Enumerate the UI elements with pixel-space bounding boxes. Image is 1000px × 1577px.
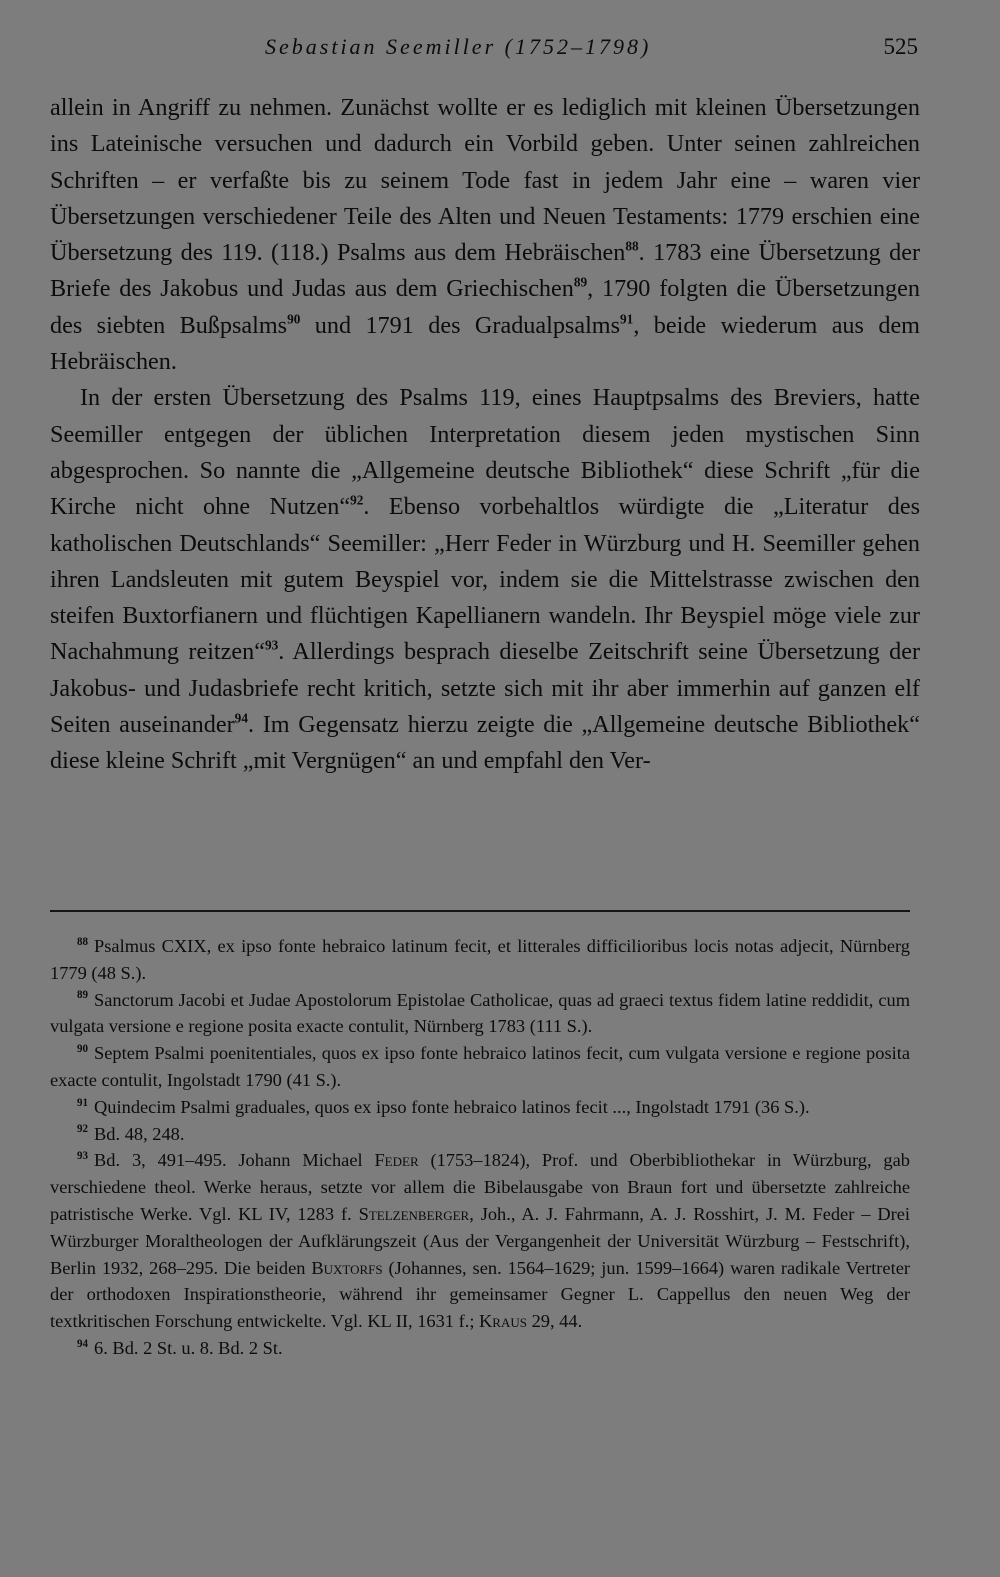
footnote-text: Bd. 48, 248. (94, 1123, 185, 1144)
footnote-92 (50, 1121, 910, 1148)
footnote-ref-89: 89 (573, 275, 588, 291)
paragraph-1-text-e: , beide wiederum aus dem Hebräischen. (50, 311, 920, 376)
footnote-text: Psalmus CXIX, ex ipso fonte hebraico latinum fecit, et litterales difficilioribus locis notas adjecit, Nürnberg 1779 (48 S.). (50, 936, 910, 983)
paragraph-2-text-b: . Ebenso vorbehaltlos würdigte die „Literatur des katholischen Deutschlands“ Seemiller: „Herr Feder in Würzburg und H. Seemiller gehen ihren Landsleuten mit gutem Beyspiel vor, indem sie die Mittelstrasse zwischen den steifen Buxtorfianern und flüchtigen Kapellianern wandeln. Ihr Beyspiel möge viele zur Nachahmung reitzen“ (50, 493, 920, 666)
author-name-buxtorfs: Buxtorfs (311, 1257, 383, 1278)
footnote-ref-91: 91 (620, 311, 634, 327)
footnote-ref-94: 94 (234, 710, 248, 726)
paragraph-1-text-c: , 1790 folgten die Übersetzungen des siebten Bußpsalms (50, 275, 920, 339)
footnote-text-e: 29, 44. (527, 1311, 583, 1332)
footnote-ref-88: 88 (625, 238, 639, 254)
footnote-separator (50, 910, 910, 912)
footnote-text: 6. Bd. 2 St. u. 8. Bd. 2 St. (94, 1337, 283, 1358)
footnote-ref-93: 93 (264, 638, 279, 654)
footnote-ref-92: 92 (350, 492, 364, 508)
footnote-90 (50, 1040, 910, 1094)
footnotes (50, 933, 910, 1362)
author-name-kraus: Kraus (479, 1311, 527, 1332)
paragraph-1-text-b: . 1783 eine Übersetzung der Briefe des Jakobus und Judas aus dem Griechischen (50, 239, 920, 303)
footnote-text-c: , Joh., A. J. Fahrmann, A. J. Rosshirt, J. M. Feder – Drei Würzburger Moraltheologen der Aufklärungszeit (Aus der Vergangenheit der Universität Würzburg – Festschrift), Berlin 1932, 268–295. Die beiden (50, 1203, 910, 1278)
footnote-text: Septem Psalmi poenitentiales, quos ex ipso fonte hebraico latinos fecit, cum vulgata versione e regione posita exacte contulit, Ingolstadt 1790 (41 S.). (50, 1043, 910, 1090)
footnote-text-b: (1753–1824), Prof. und Oberbibliothekar in Würzburg, gab verschiedene theol. Werke heraus, setzte vor allem die Bibelausgabe von Braun fort und übersetzte zahlreiche patristische Werke. Vgl. KL IV, 1283 f. (50, 1150, 910, 1224)
footnote-text-d: (Johannes, sen. 1564–1629; jun. 1599–1664) waren radikale Vertreter der orthodoxen Inspirationstheorie, während ihr gemeinsamer Gegner L. Cappellus den neuen Weg der textkritischen Forschung entwickelte. Vgl. KL II, 1631 f.; (50, 1257, 910, 1332)
footnote-94 (50, 1335, 910, 1362)
footnote-number: 93 (77, 1150, 89, 1163)
footnote-91 (50, 1094, 910, 1121)
running-head (50, 34, 920, 64)
footnote-number: 89 (77, 989, 89, 1002)
paragraph-2-text-a: In der ersten Übersetzung des Psalms 119, eines Hauptpsalms des Breviers, hatte Seemiller entgegen der üblichen Interpretation diesem jeden mystischen Sinn abgesprochen. So nannte die „Allgemeine deutsche Bibliothek“ diese Schrift „für die Kirche nicht ohne Nutzen“ (50, 384, 920, 521)
running-title: Sebastian Seemiller (1752–1798) (265, 34, 652, 59)
main-text (50, 90, 920, 780)
author-name-stelzenberger: Stelzenberger (358, 1203, 470, 1224)
paragraph-1 (50, 90, 920, 380)
footnote-text: Quindecim Psalmi graduales, quos ex ipso fonte hebraico latinos fecit ..., Ingolstadt 1791 (36 S.). (94, 1096, 810, 1117)
paragraph-2 (50, 380, 920, 779)
footnote-ref-90: 90 (287, 311, 301, 327)
footnote-number: 92 (77, 1123, 89, 1136)
paragraph-1-text-d: und 1791 des Gradualpsalms (300, 311, 621, 339)
footnote-number: 90 (77, 1043, 89, 1056)
paragraph-2-text-c: . Allerdings besprach dieselbe Zeitschrift seine Übersetzung der Jakobus- und Judasbriefe recht kritich, setzte sich mit ihr aber immerhin auf ganzen elf Seiten auseinander (50, 638, 920, 739)
paragraph-1-text-a: allein in Angriff zu nehmen. Zunächst wollte er es lediglich mit kleinen Übersetzungen ins Lateinische versuchen und dadurch ein Vorbild geben. Unter seinen zahlreichen Schriften – er verfaßte bis zu seinem Tode fast in jedem Jahr eine – waren vier Übersetzungen verschiedener Teile des Alten und Neuen Testaments: 1779 erschien eine Übersetzung des 119. (118.) Psalms aus dem Hebräischen (50, 94, 920, 267)
footnote-text-a: Bd. 3, 491–495. Johann Michael (94, 1150, 375, 1171)
footnote-number: 88 (77, 935, 89, 948)
footnote-number: 94 (77, 1337, 89, 1350)
footnote-89 (50, 987, 910, 1041)
footnote-93 (50, 1147, 910, 1335)
page-number: 525 (883, 34, 918, 59)
footnote-88 (50, 933, 910, 987)
footnote-number: 91 (77, 1096, 89, 1109)
footnote-text: Sanctorum Jacobi et Judae Apostolorum Epistolae Catholicae, quas ad graeci textus fidem latine reddidit, cum vulgata versione e regione posita exacte contulit, Nürnberg 1783 (111 S.). (50, 989, 910, 1037)
paragraph-2-text-d: . Im Gegensatz hierzu zeigte die „Allgemeine deutsche Bibliothek“ diese kleine Schrift „mit Vergnügen“ an und empfahl den Ver- (50, 711, 920, 775)
author-name-feder: Feder (374, 1150, 419, 1171)
